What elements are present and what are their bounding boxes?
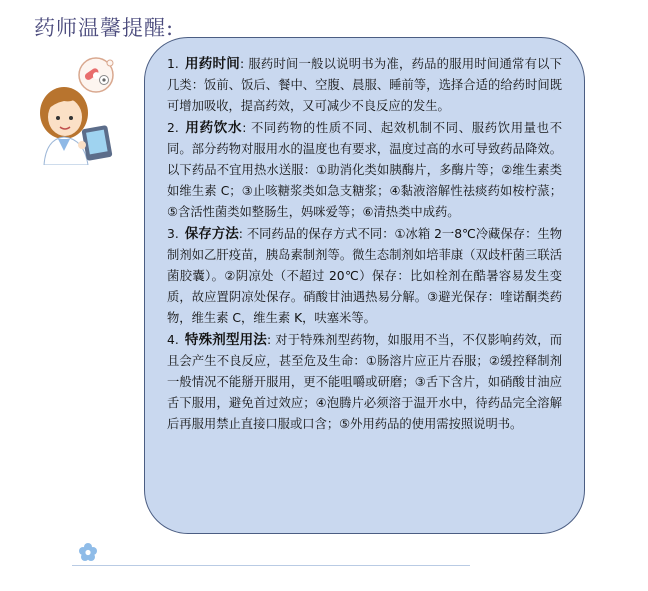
item-heading: 保存方法: [184, 225, 239, 242]
page-title: 药师温馨提醒:: [34, 16, 175, 40]
reminder-item-timing: [167, 54, 562, 118]
item-heading: 特殊剂型用法: [184, 331, 267, 348]
reminder-panel: [144, 37, 585, 534]
item-heading: 用药时间: [184, 56, 241, 72]
item-heading: 用药饮水: [184, 119, 243, 136]
item-text: : 对于特殊剂型药物，如服用不当，不仅影响药效，而且会产生不良反应，甚至危及生命：①肠溶片应正片吞服；②缓控释制剂一般情况不能掰开服用，更不能咀嚼或研磨；③舌下含片，如硝酸甘油应舌下服用，避免首过效应；④泡腾片必须溶于温开水中，待药品完全溶解后再服用禁止直接口服或口含；⑤外用药品的使用需按照说明书。: [167, 332, 563, 432]
item-number: 1.: [167, 57, 179, 71]
reminder-item-special-forms: [167, 330, 562, 436]
item-text: : 服药时间一般以说明书为准，药品的服用时间通常有以下几类：饭前、饭后、餐中、空腹、晨服、睡前等，选择合适的给药时间既可增加吸收，提高药效，又可减少不良反应的发生。: [167, 57, 562, 114]
item-text: : 不同药品的保存方式不同：①冰箱 2一8℃冷藏保存：生物制剂如乙肝疫苗，胰岛素制剂等。微生态制剂如培菲康（双歧杆菌三联活菌胶囊）。②阴凉处（不超过 20℃）保存：比如栓剂在酷暑容易发生变质，故应置阴凉处保存。硝酸甘油遇热易分解。③避光保存：喹诺酮类药物，维生素 C，维生素 K，呋塞米等。: [167, 226, 562, 326]
pharmacist-illustration: [34, 55, 129, 165]
item-text: : 不同药物的性质不同、起效机制不同、服药饮用量也不同。部分药物对服用水的温度也有要求，温度过高的水可导致药品降效。以下药品不宜用热水送服：①助消化类如胰酶片，多酶片等；②维生素类如维生素 C；③止咳糖浆类如急支糖浆；④黏液溶解性祛痰药如桉柠蒎；⑤含活性菌类如整肠生，妈咪爱等；⑥清热类中成药。: [167, 120, 562, 220]
reminder-item-water: [167, 118, 562, 224]
item-number: 3.: [167, 226, 179, 241]
flower-icon: [78, 542, 98, 562]
item-number: 4.: [167, 332, 179, 347]
reminder-item-storage: [167, 224, 562, 330]
footer-divider: [72, 565, 470, 566]
item-number: 2.: [167, 120, 179, 135]
